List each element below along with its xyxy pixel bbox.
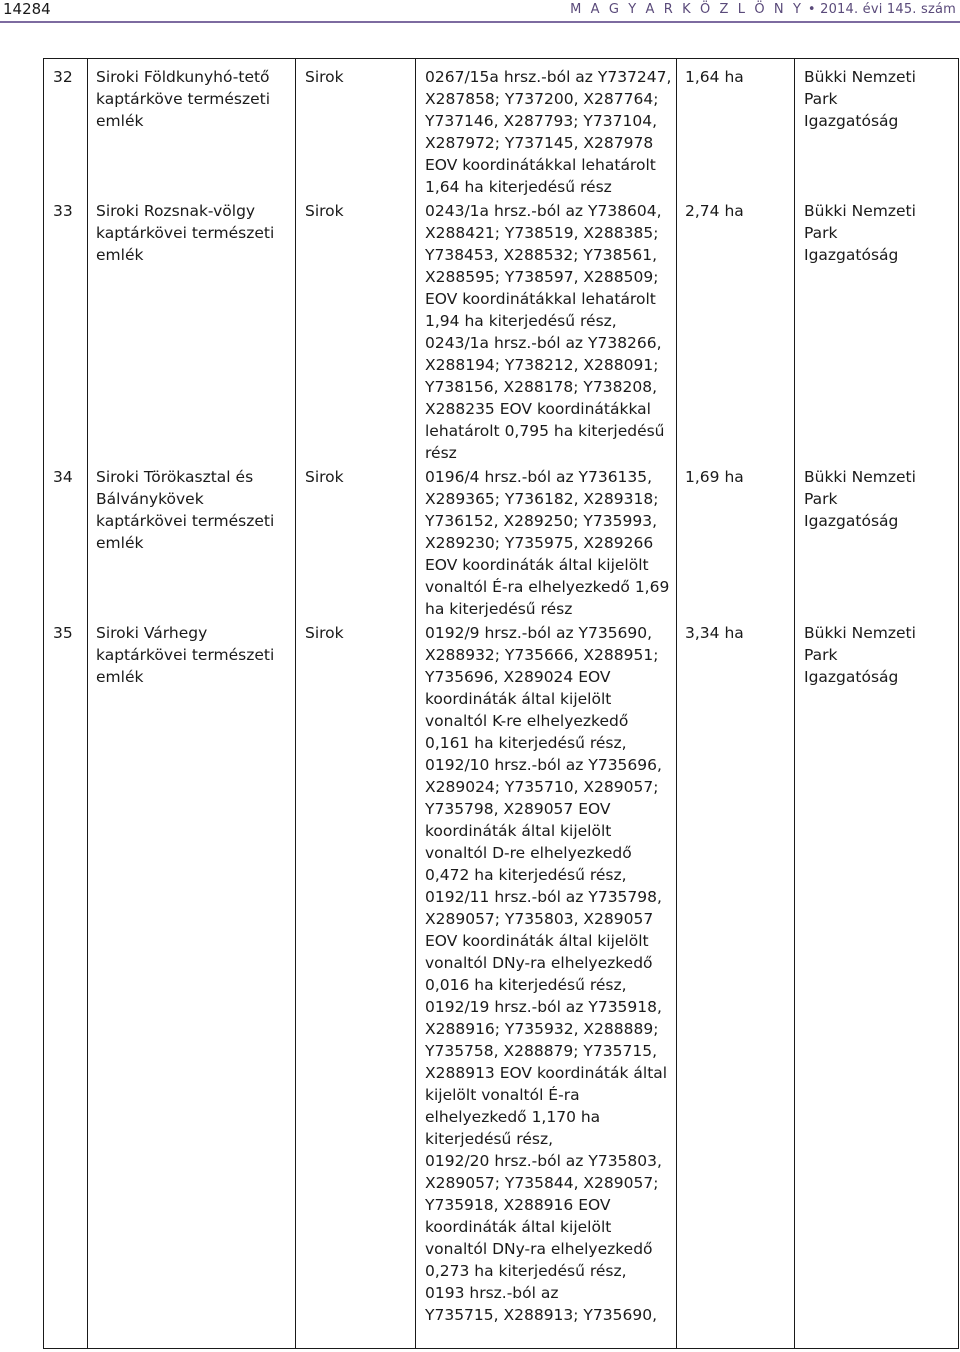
parcel-description-line: 0193 hrsz.-ból az [425, 1284, 559, 1302]
managing-organization [804, 622, 916, 688]
parcel-description-line: 0,161 ha kiterjedésű rész, [425, 734, 627, 752]
parcel-description-line: X288932; Y735666, X288951; [425, 646, 659, 664]
parcel-description-line: vonaltól É-ra elhelyezkedő 1,69 [425, 578, 670, 596]
parcel-description-line: rész [425, 444, 457, 462]
parcel-description-line: Y735798, X289057 EOV [425, 800, 611, 818]
issue-label: 2014. évi 145. szám [820, 2, 956, 17]
parcel-description-line: EOV koordináták által kijelölt [425, 932, 649, 950]
parcel-description-line: X287972; Y737145, X287978 [425, 134, 654, 152]
area-size: 1,64 ha [685, 68, 744, 86]
bullet-separator: • [807, 2, 816, 17]
parcel-description-line: lehatárolt 0,795 ha kiterjedésű [425, 422, 665, 440]
parcel-description-line: vonaltól DNy-ra elhelyezkedő [425, 1240, 653, 1258]
parcel-description-line: EOV koordináták által kijelölt [425, 556, 649, 574]
site-name-line: Bálványkövek [96, 490, 204, 508]
parcel-description-line: X289230; Y735975, X289266 [425, 534, 654, 552]
parcel-description-line: Y735758, X288879; Y735715, [425, 1042, 657, 1060]
parcel-description-line: 1,64 ha kiterjedésű rész [425, 178, 612, 196]
site-name-line: emlék [96, 112, 144, 130]
settlement: Sirok [305, 68, 344, 86]
column-divider [87, 59, 88, 1348]
managing-organization-line: Park [804, 90, 838, 108]
site-name [96, 622, 274, 688]
managing-organization-line: Igazgatóság [804, 668, 899, 686]
parcel-description-line: vonaltól DNy-ra elhelyezkedő [425, 954, 653, 972]
parcel-description-line: 0,016 ha kiterjedésű rész, [425, 976, 627, 994]
managing-organization [804, 466, 916, 532]
parcel-description-line: vonaltól D-re elhelyezkedő [425, 844, 632, 862]
parcel-description-line: 1,94 ha kiterjedésű rész, [425, 312, 617, 330]
parcel-description-line: koordináták által kijelölt [425, 1218, 612, 1236]
parcel-description-line: 0267/15a hrsz.-ból az Y737247, [425, 68, 672, 86]
site-name-line: Siroki Várhegy [96, 624, 208, 642]
parcel-description-line: 0196/4 hrsz.-ból az Y736135, [425, 468, 653, 486]
parcel-description [425, 200, 665, 464]
site-name-line: kaptárköve természeti [96, 90, 271, 108]
site-name-line: kaptárkövei természeti [96, 646, 275, 664]
row-number: 32 [53, 68, 73, 86]
parcel-description-line: Y735715, X288913; Y735690, [425, 1306, 657, 1324]
site-name-line: emlék [96, 534, 144, 552]
site-name-line: kaptárkövei természeti [96, 224, 275, 242]
managing-organization-line: Igazgatóság [804, 246, 899, 264]
parcel-description-line: 0192/9 hrsz.-ból az Y735690, [425, 624, 653, 642]
parcel-description-line: 0243/1a hrsz.-ból az Y738266, [425, 334, 662, 352]
settlement: Sirok [305, 202, 344, 220]
parcel-description-line: ha kiterjedésű rész [425, 600, 573, 618]
parcel-description-line: kijelölt vonaltól É-ra [425, 1086, 580, 1104]
parcel-description-line: elhelyezkedő 1,170 ha [425, 1108, 601, 1126]
managing-organization-line: Park [804, 224, 838, 242]
publication-name: M A G Y A R K Ö Z L Ö N Y [570, 2, 804, 17]
parcel-description-line: kiterjedésű rész, [425, 1130, 554, 1148]
managing-organization [804, 200, 916, 266]
parcel-description-line: X288913 EOV koordináták által [425, 1064, 668, 1082]
managing-organization-line: Park [804, 490, 838, 508]
parcel-description-line: X288595; Y738597, X288509; [425, 268, 659, 286]
parcel-description-line: Y735696, X289024 EOV [425, 668, 611, 686]
parcel-description-line: X288194; Y738212, X288091; [425, 356, 659, 374]
managing-organization-line: Park [804, 646, 838, 664]
parcel-description-line: koordináták által kijelölt [425, 822, 612, 840]
settlement: Sirok [305, 468, 344, 486]
managing-organization-line: Igazgatóság [804, 512, 899, 530]
parcel-description [425, 66, 671, 198]
parcel-description-line: 0,472 ha kiterjedésű rész, [425, 866, 627, 884]
parcel-description [425, 622, 667, 1326]
site-name-line: Siroki Törökasztal és [96, 468, 254, 486]
row-number: 33 [53, 202, 73, 220]
parcel-description-line: X289057; Y735844, X289057; [425, 1174, 659, 1192]
managing-organization-line: Bükki Nemzeti [804, 624, 916, 642]
parcel-description [425, 466, 669, 620]
parcel-description-line: 0243/1a hrsz.-ból az Y738604, [425, 202, 662, 220]
parcel-description-line: koordináták által kijelölt [425, 690, 612, 708]
parcel-description-line: X287858; Y737200, X287764; [425, 90, 659, 108]
managing-organization-line: Bükki Nemzeti [804, 202, 916, 220]
area-size: 3,34 ha [685, 624, 744, 642]
column-divider [295, 59, 296, 1348]
managing-organization-line: Bükki Nemzeti [804, 68, 916, 86]
site-name-line: emlék [96, 668, 144, 686]
parcel-description-line: EOV koordinátákkal lehatárolt [425, 156, 656, 174]
site-name [96, 200, 274, 266]
page-header [0, 0, 960, 24]
protected-sites-table [43, 58, 959, 1349]
area-size: 2,74 ha [685, 202, 744, 220]
parcel-description-line: 0192/19 hrsz.-ból az Y735918, [425, 998, 662, 1016]
running-title [570, 1, 956, 18]
managing-organization-line: Bükki Nemzeti [804, 468, 916, 486]
parcel-description-line: 0,273 ha kiterjedésű rész, [425, 1262, 627, 1280]
parcel-description-line: EOV koordinátákkal lehatárolt [425, 290, 656, 308]
page-number: 14284 [3, 0, 51, 18]
parcel-description-line: X289365; Y736182, X289318; [425, 490, 659, 508]
managing-organization-line: Igazgatóság [804, 112, 899, 130]
parcel-description-line: vonaltól K-re elhelyezkedő [425, 712, 629, 730]
parcel-description-line: Y738453, X288532; Y738561, [425, 246, 657, 264]
settlement: Sirok [305, 624, 344, 642]
parcel-description-line: X289057; Y735803, X289057 [425, 910, 654, 928]
site-name-line: kaptárkövei természeti [96, 512, 275, 530]
parcel-description-line: X288235 EOV koordinátákkal [425, 400, 651, 418]
parcel-description-line: Y737146, X287793; Y737104, [425, 112, 657, 130]
parcel-description-line: 0192/20 hrsz.-ból az Y735803, [425, 1152, 662, 1170]
column-divider [676, 59, 677, 1348]
parcel-description-line: X288421; Y738519, X288385; [425, 224, 659, 242]
parcel-description-line: X288916; Y735932, X288889; [425, 1020, 659, 1038]
parcel-description-line: 0192/11 hrsz.-ból az Y735798, [425, 888, 662, 906]
site-name-line: Siroki Rozsnak-völgy [96, 202, 256, 220]
managing-organization [804, 66, 916, 132]
row-number: 34 [53, 468, 73, 486]
parcel-description-line: X289024; Y735710, X289057; [425, 778, 659, 796]
column-divider [794, 59, 795, 1348]
site-name [96, 466, 274, 554]
site-name [96, 66, 270, 132]
row-number: 35 [53, 624, 73, 642]
area-size: 1,69 ha [685, 468, 744, 486]
parcel-description-line: Y736152, X289250; Y735993, [425, 512, 657, 530]
parcel-description-line: Y738156, X288178; Y738208, [425, 378, 657, 396]
site-name-line: Siroki Földkunyhó-tető [96, 68, 270, 86]
parcel-description-line: 0192/10 hrsz.-ból az Y735696, [425, 756, 662, 774]
parcel-description-line: Y735918, X288916 EOV [425, 1196, 611, 1214]
site-name-line: emlék [96, 246, 144, 264]
column-divider [415, 59, 416, 1348]
header-rule [0, 21, 960, 23]
